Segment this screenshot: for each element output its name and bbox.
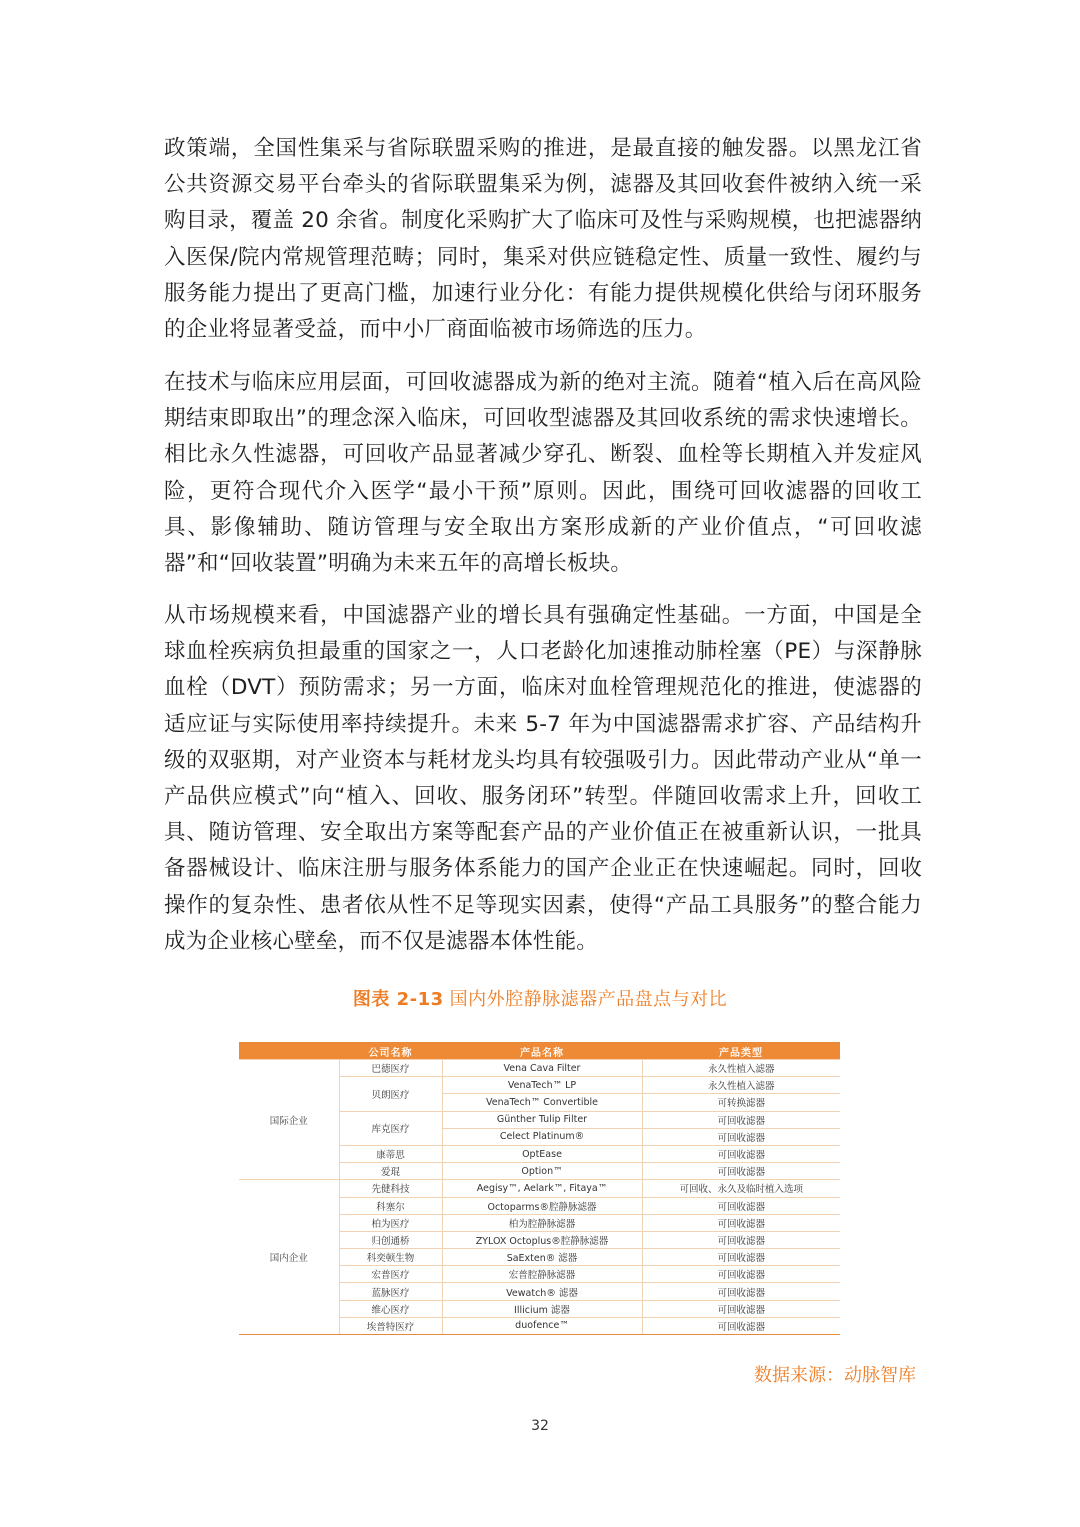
company-cell: 归创通桥	[339, 1231, 442, 1248]
company-cell: 宏普医疗	[339, 1266, 442, 1283]
company-cell: 蓝脉医疗	[339, 1283, 442, 1300]
type-cell: 可回收滤器	[642, 1317, 840, 1334]
figure-caption: 国内外腔静脉滤器产品盘点与对比	[449, 989, 728, 1010]
figure-title	[0, 985, 1080, 1011]
product-cell: OptEase	[442, 1145, 642, 1162]
product-cell: Illicium 滤器	[442, 1300, 642, 1317]
type-cell: 可回收滤器	[642, 1283, 840, 1300]
table-header-row	[239, 1043, 840, 1060]
data-source: 数据来源：动脉智库	[754, 1365, 916, 1386]
product-cell: 宏普腔静脉滤器	[442, 1266, 642, 1283]
paragraph-technology: 在技术与临床应用层面，可回收滤器成为新的绝对主流。随着“植入后在高风险期结束即取出”的理念深入临床，可回收型滤器及其回收系统的需求快速增长。相比永久性滤器，可回收产品显著减少穿孔、断裂、血栓等长期植入并发症风险，更符合现代介入医学“最小干预”原则。因此，围绕可回收滤器的回收工具、影像辅助、随访管理与安全取出方案形成新的产业价值点，“可回收滤器”和“回收装置”明确为未来五年的高增长板块。	[164, 370, 922, 577]
type-cell: 可回收滤器	[642, 1266, 840, 1283]
header-group	[239, 1043, 339, 1060]
product-cell: Vena Cava Filter	[442, 1060, 642, 1077]
product-cell: VenaTech™ LP	[442, 1077, 642, 1094]
company-cell: 科塞尔	[339, 1197, 442, 1214]
type-cell: 可回收、永久及临时植入选项	[642, 1180, 840, 1197]
product-cell: Günther Tulip Filter	[442, 1111, 642, 1128]
page-number: 32	[531, 1418, 549, 1434]
company-cell: 先健科技	[339, 1180, 442, 1197]
group-international: 国际企业	[239, 1060, 339, 1180]
table-row	[239, 1180, 840, 1197]
group-domestic: 国内企业	[239, 1180, 339, 1334]
product-cell: SaExten® 滤器	[442, 1249, 642, 1266]
paragraph-policy: 政策端，全国性集采与省际联盟采购的推进，是最直接的触发器。以黑龙江省公共资源交易平台牵头的省际联盟集采为例，滤器及其回收套件被纳入统一采购目录，覆盖 20 余省。制度化采购扩大了临床可及性与采购规模，也把滤器纳入医保/院内常规管理范畴；同时，集采对供应链稳定性、质量一致性、履约与服务能力提出了更高门槛，加速行业分化：有能力提供规模化供给与闭环服务的企业将显著受益，而中小厂商面临被市场筛选的压力。	[164, 136, 922, 343]
product-cell: Celect Platinum®	[442, 1128, 642, 1145]
product-cell: ZYLOX Octoplus®腔静脉滤器	[442, 1231, 642, 1248]
type-cell: 可转换滤器	[642, 1094, 840, 1111]
header-product: 产品名称	[442, 1043, 642, 1060]
type-cell: 可回收滤器	[642, 1111, 840, 1128]
product-cell: duofence™	[442, 1317, 642, 1334]
type-cell: 可回收滤器	[642, 1163, 840, 1180]
company-cell: 贝朗医疗	[339, 1077, 442, 1111]
company-cell: 维心医疗	[339, 1300, 442, 1317]
header-type: 产品类型	[642, 1043, 840, 1060]
product-cell: Aegisy™, Aelark™, Fitaya™	[442, 1180, 642, 1197]
product-cell: VenaTech™ Convertible	[442, 1094, 642, 1111]
product-cell: Vewatch® 滤器	[442, 1283, 642, 1300]
type-cell: 可回收滤器	[642, 1128, 840, 1145]
product-cell: 柏为腔静脉滤器	[442, 1214, 642, 1231]
product-cell: Option™	[442, 1163, 642, 1180]
table-row	[239, 1060, 840, 1077]
product-table	[239, 1042, 840, 1335]
company-cell: 康蒂思	[339, 1145, 442, 1162]
header-company: 公司名称	[339, 1043, 442, 1060]
type-cell: 可回收滤器	[642, 1249, 840, 1266]
figure-label: 图表 2-13	[352, 989, 444, 1010]
company-cell: 爱琨	[339, 1163, 442, 1180]
type-cell: 可回收滤器	[642, 1231, 840, 1248]
company-cell: 科奕顿生物	[339, 1249, 442, 1266]
type-cell: 可回收滤器	[642, 1197, 840, 1214]
company-cell: 库克医疗	[339, 1111, 442, 1145]
type-cell: 永久性植入滤器	[642, 1060, 840, 1077]
company-cell: 埃普特医疗	[339, 1317, 442, 1334]
type-cell: 可回收滤器	[642, 1300, 840, 1317]
type-cell: 永久性植入滤器	[642, 1077, 840, 1094]
product-cell: Octoparms®腔静脉滤器	[442, 1197, 642, 1214]
company-cell: 柏为医疗	[339, 1214, 442, 1231]
company-cell: 巴德医疗	[339, 1060, 442, 1077]
type-cell: 可回收滤器	[642, 1145, 840, 1162]
paragraph-market: 从市场规模来看，中国滤器产业的增长具有强确定性基础。一方面，中国是全球血栓疾病负担最重的国家之一，人口老龄化加速推动肺栓塞（PE）与深静脉血栓（DVT）预防需求；另一方面，临床对血栓管理规范化的推进，使滤器的适应证与实际使用率持续提升。未来 5-7 年为中国滤器需求扩容、产品结构升级的双驱期，对产业资本与耗材龙头均具有较强吸引力。因此带动产业从“单一产品供应模式”向“植入、回收、服务闭环”转型。伴随回收需求上升，回收工具、随访管理、安全取出方案等配套产品的产业价值正在被重新认识，一批具备器械设计、临床注册与服务体系能力的国产企业正在快速崛起。同时，回收操作的复杂性、患者依从性不足等现实因素，使得“产品工具服务”的整合能力成为企业核心壁垒，而不仅是滤器本体性能。	[164, 603, 922, 954]
type-cell: 可回收滤器	[642, 1214, 840, 1231]
